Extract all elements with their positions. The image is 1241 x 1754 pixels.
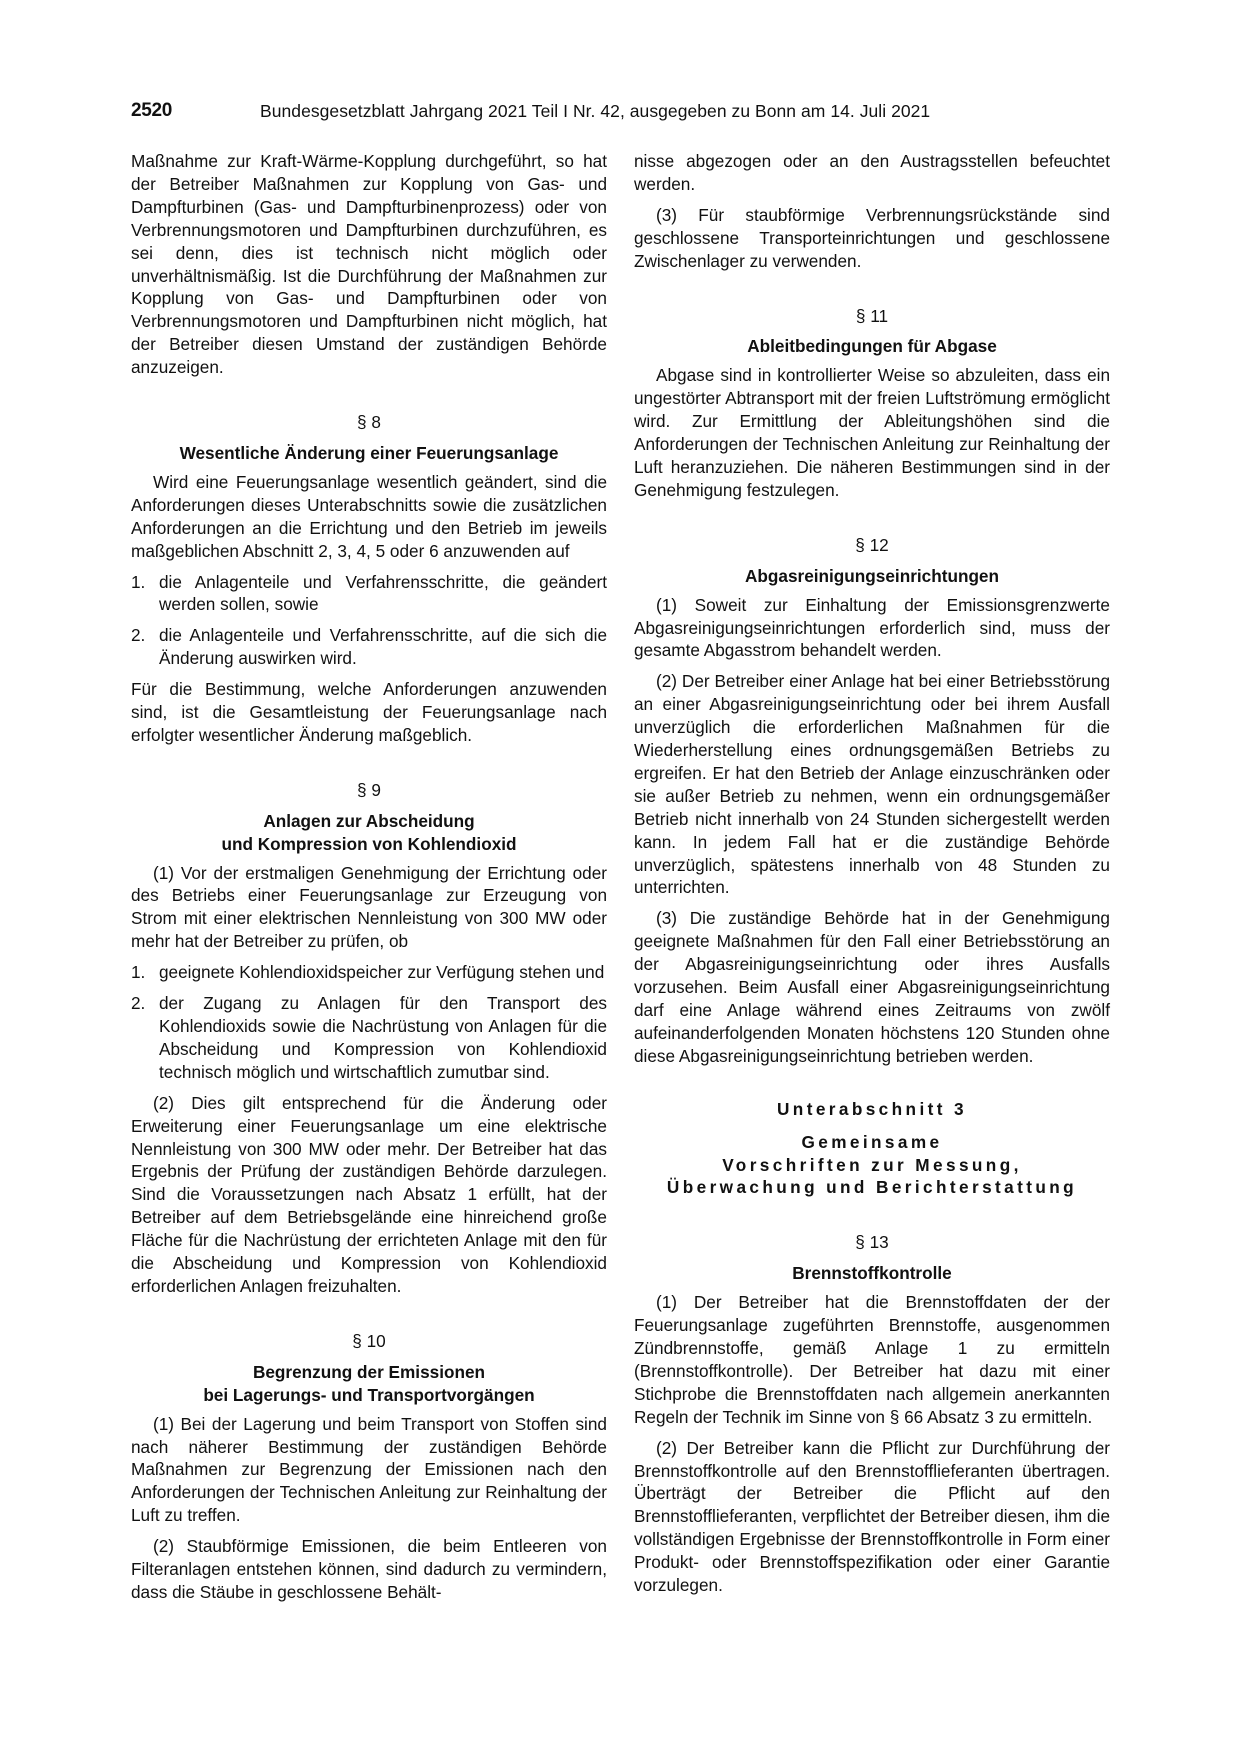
section-10-title: [131, 1361, 607, 1407]
right-column: [634, 150, 1110, 1597]
section-8-paragraph-2: Für die Bestimmung, welche Anforderungen anzuwenden sind, ist die Gesamtleistung der Feuerungsanlage nach erfolgter wesentlicher Änderung maßgeblich.: [131, 679, 607, 745]
section-12-paragraph-1: (1) Soweit zur Einhaltung der Emissionsgrenzwerte Abgasreinigungseinrichtungen erforderlich sind, muss der gesamte Abgasstrom behandelt werden.: [634, 594, 1110, 661]
list-number: 1.: [131, 571, 146, 592]
section-8-title: Wesentliche Änderung einer Feuerungsanlage: [179, 442, 559, 463]
page-header: [131, 100, 1111, 130]
section-11-paragraph-1: Abgase sind in kontrollierter Weise so abzuleiten, dass ein ungestörter Abtransport mit der freien Luftströmung ermöglicht wird. Zur Ermittlung der Ableitungshöhen sind die Anforderungen der Technischen Anleitung zur Reinhaltung der Luft heranzuziehen. Die näheren Bestimmungen sind in der Genehmigung festzulegen.: [634, 365, 1110, 500]
section-13-paragraph-2: (2) Der Betreiber kann die Pflicht zur Durchführung der Brennstoffkontrolle auf den Brennstofflieferanten übertragen. Überträgt der Betreiber die Pflicht auf den Brennstofflieferanten, verpflichtet der Betreiber diesen, ihm die vollständigen Ergebnisse der Brennstoffkontrolle in Form einer Produkt- oder Brennstoffspezifikation oder einer Garantie vorzulegen.: [634, 1437, 1110, 1596]
list-number: 2.: [131, 625, 146, 646]
section-9-paragraph-1: (1) Vor der erstmaligen Genehmigung der Errichtung oder des Betriebs einer Feuerungsanlage zur Erzeugung von Strom mit einer elektrischen Nennleistung von 300 MW oder mehr hat der Betreiber zu prüfen, ob: [131, 862, 607, 952]
section-10-paragraph-2-continued: nisse abgezogen oder an den Austragsstellen befeuchtet werden.: [634, 151, 1110, 194]
running-title: Bundesgesetzblatt Jahrgang 2021 Teil I Nr. 42, ausgegeben zu Bonn am 14. Juli 2021: [260, 101, 931, 121]
section-10-paragraph-3: (3) Für staubförmige Verbrennungsrückstände sind geschlossene Transporteinrichtungen und geschlossene Zwischenlager zu verwenden.: [634, 204, 1110, 271]
list-text: die Anlagenteile und Verfahrensschritte, die geändert werden sollen, sowie: [159, 571, 607, 615]
section-11-number: § 11: [855, 305, 889, 326]
section-8-list-item-1: [131, 571, 607, 617]
list-number: 1.: [131, 962, 146, 983]
section-10-paragraph-1: (1) Bei der Lagerung und beim Transport von Stoffen sind nach näherer Bestimmung der zuständigen Behörde Maßnahmen zur Begrenzung der Emissionen nach den Anforderungen der Technischen Anleitung zur Reinhaltung der Luft zu treffen.: [131, 1413, 607, 1526]
section-12-paragraph-2: (2) Der Betreiber einer Anlage hat bei einer Betriebsstörung an einer Abgasreinigungseinrichtung oder bei ihrem Ausfall unverzüglich die erforderlichen Maßnahmen für die Wiederherstellung eines ordnungsgemäßen Betriebs zu ergreifen. Er hat den Betrieb der Anlage einzuschränken oder sie außer Betrieb zu nehmen, wenn ein ordnungsgemäßer Betrieb nicht innerhalb von 24 Stunden sichergestellt werden kann. In jedem Fall hat er die zuständige Behörde unverzüglich, spätestens innerhalb von 48 Stunden zu unterrichten.: [634, 671, 1110, 898]
section-8-number: § 8: [357, 412, 381, 433]
section-8-paragraph-1: Wird eine Feuerungsanlage wesentlich geändert, sind die Anforderungen dieses Unterabschnitts sowie die zusätzlichen Anforderungen an die Errichtung und den Betrieb im jeweils maßgeblichen Abschnitt 2, 3, 4, 5 oder 6 anzuwenden auf: [131, 471, 607, 561]
subsection-title: [634, 1131, 1110, 1200]
section-10-title-line-1: Begrenzung der Emissionen: [252, 1361, 486, 1382]
subsection-title-line-1: Gemeinsame: [801, 1131, 943, 1152]
list-text: die Anlagenteile und Verfahrensschritte, auf die sich die Änderung auswirken wird.: [159, 625, 607, 669]
intro-paragraph: Maßnahme zur Kraft-Wärme-Kopplung durchgeführt, so hat der Betreiber Maßnahmen zur Kopplung von Gas- und Dampfturbinen (Gas- und Dampfturbinenprozess) oder von Verbrennungsmotoren und Dampfturbinen durchzuführen, es sei denn, dies ist technisch nicht möglich oder unverhältnismäßig. Ist die Durchführung der Maßnahmen zur Kopplung von Gas- und Dampfturbinen oder von Verbrennungsmotoren und Dampfturbinen nicht möglich, hat der Betreiber diesen Umstand der zuständigen Behörde anzuzeigen.: [131, 151, 607, 378]
section-9-title-line-2: und Kompression von Kohlendioxid: [221, 833, 517, 854]
subsection-title-line-3: Überwachung und Berichterstattung: [666, 1177, 1078, 1198]
section-9-list-item-1: [131, 961, 607, 984]
section-9-title: [131, 810, 607, 856]
list-text: geeignete Kohlendioxidspeicher zur Verfügung stehen und: [159, 962, 605, 983]
page-number: 2520: [131, 100, 173, 121]
section-9-title-line-1: Anlagen zur Abscheidung: [263, 810, 475, 831]
section-9-list-item-2: [131, 992, 607, 1084]
left-column: [131, 150, 607, 1604]
section-10-paragraph-2: (2) Staubförmige Emissionen, die beim Entleeren von Filteranlagen entstehen können, sind dadurch zu vermindern, dass die Stäube in geschlossene Behält-: [131, 1536, 607, 1602]
section-10-title-line-2: bei Lagerungs- und Transportvorgängen: [203, 1384, 535, 1405]
section-12-number: § 12: [855, 534, 889, 555]
section-12-paragraph-3: (3) Die zuständige Behörde hat in der Genehmigung geeignete Maßnahmen für den Fall einer Betriebsstörung an der Abgasreinigungseinrichtung oder ihres Ausfalls vorzusehen. Beim Ausfall einer Abgasreinigungseinrichtung darf eine Anlage während eines Zeitraums von zwölf aufeinanderfolgenden Monaten höchstens 120 Stunden ohne diese Abgasreinigungseinrichtung betrieben werden.: [634, 908, 1110, 1066]
subsection-title-line-2: Vorschriften zur Messung,: [722, 1154, 1022, 1175]
section-9-number: § 9: [357, 779, 381, 800]
section-11-title: Ableitbedingungen für Abgase: [747, 336, 997, 357]
list-number: 2.: [131, 993, 146, 1014]
section-12-title: Abgasreinigungseinrichtungen: [744, 565, 999, 586]
section-13-number: § 13: [855, 1232, 889, 1253]
list-text: der Zugang zu Anlagen für den Transport des Kohlendioxids sowie die Nachrüstung von Anlagen für die Abscheidung und Kompression von Kohlendioxid technisch möglich und wirtschaftlich zumutbar sind.: [159, 993, 607, 1082]
section-13-paragraph-1: (1) Der Betreiber hat die Brennstoffdaten der der Feuerungsanlage zugeführten Brennstoffe, ausgenommen Zündbrennstoffe, gemäß Anlage 1 zu ermitteln (Brennstoffkontrolle). Der Betreiber hat dazu mit einer Stichprobe die Brennstoffdaten nach allgemein anerkannten Regeln der Technik im Sinne von § 66 Absatz 3 zu ermitteln.: [634, 1292, 1110, 1427]
section-13-title: Brennstoffkontrolle: [792, 1263, 952, 1284]
section-10-number: § 10: [352, 1330, 386, 1351]
subsection-label: Unterabschnitt 3: [776, 1098, 967, 1119]
section-8-list-item-2: [131, 624, 607, 670]
section-9-paragraph-2: (2) Dies gilt entsprechend für die Änderung oder Erweiterung einer Feuerungsanlage um eine elektrische Nennleistung von 300 MW oder mehr. Der Betreiber hat das Ergebnis der Prüfung der zuständigen Behörde darzulegen. Sind die Voraussetzungen nach Absatz 1 erfüllt, hat der Betreiber auf dem Betriebsgelände eine hinreichend große Fläche für die Nachrüstung der errichteten Anlage mit den für die Abscheidung und Kompression von Kohlendioxid erforderlichen Anlagen freizuhalten.: [131, 1092, 607, 1296]
